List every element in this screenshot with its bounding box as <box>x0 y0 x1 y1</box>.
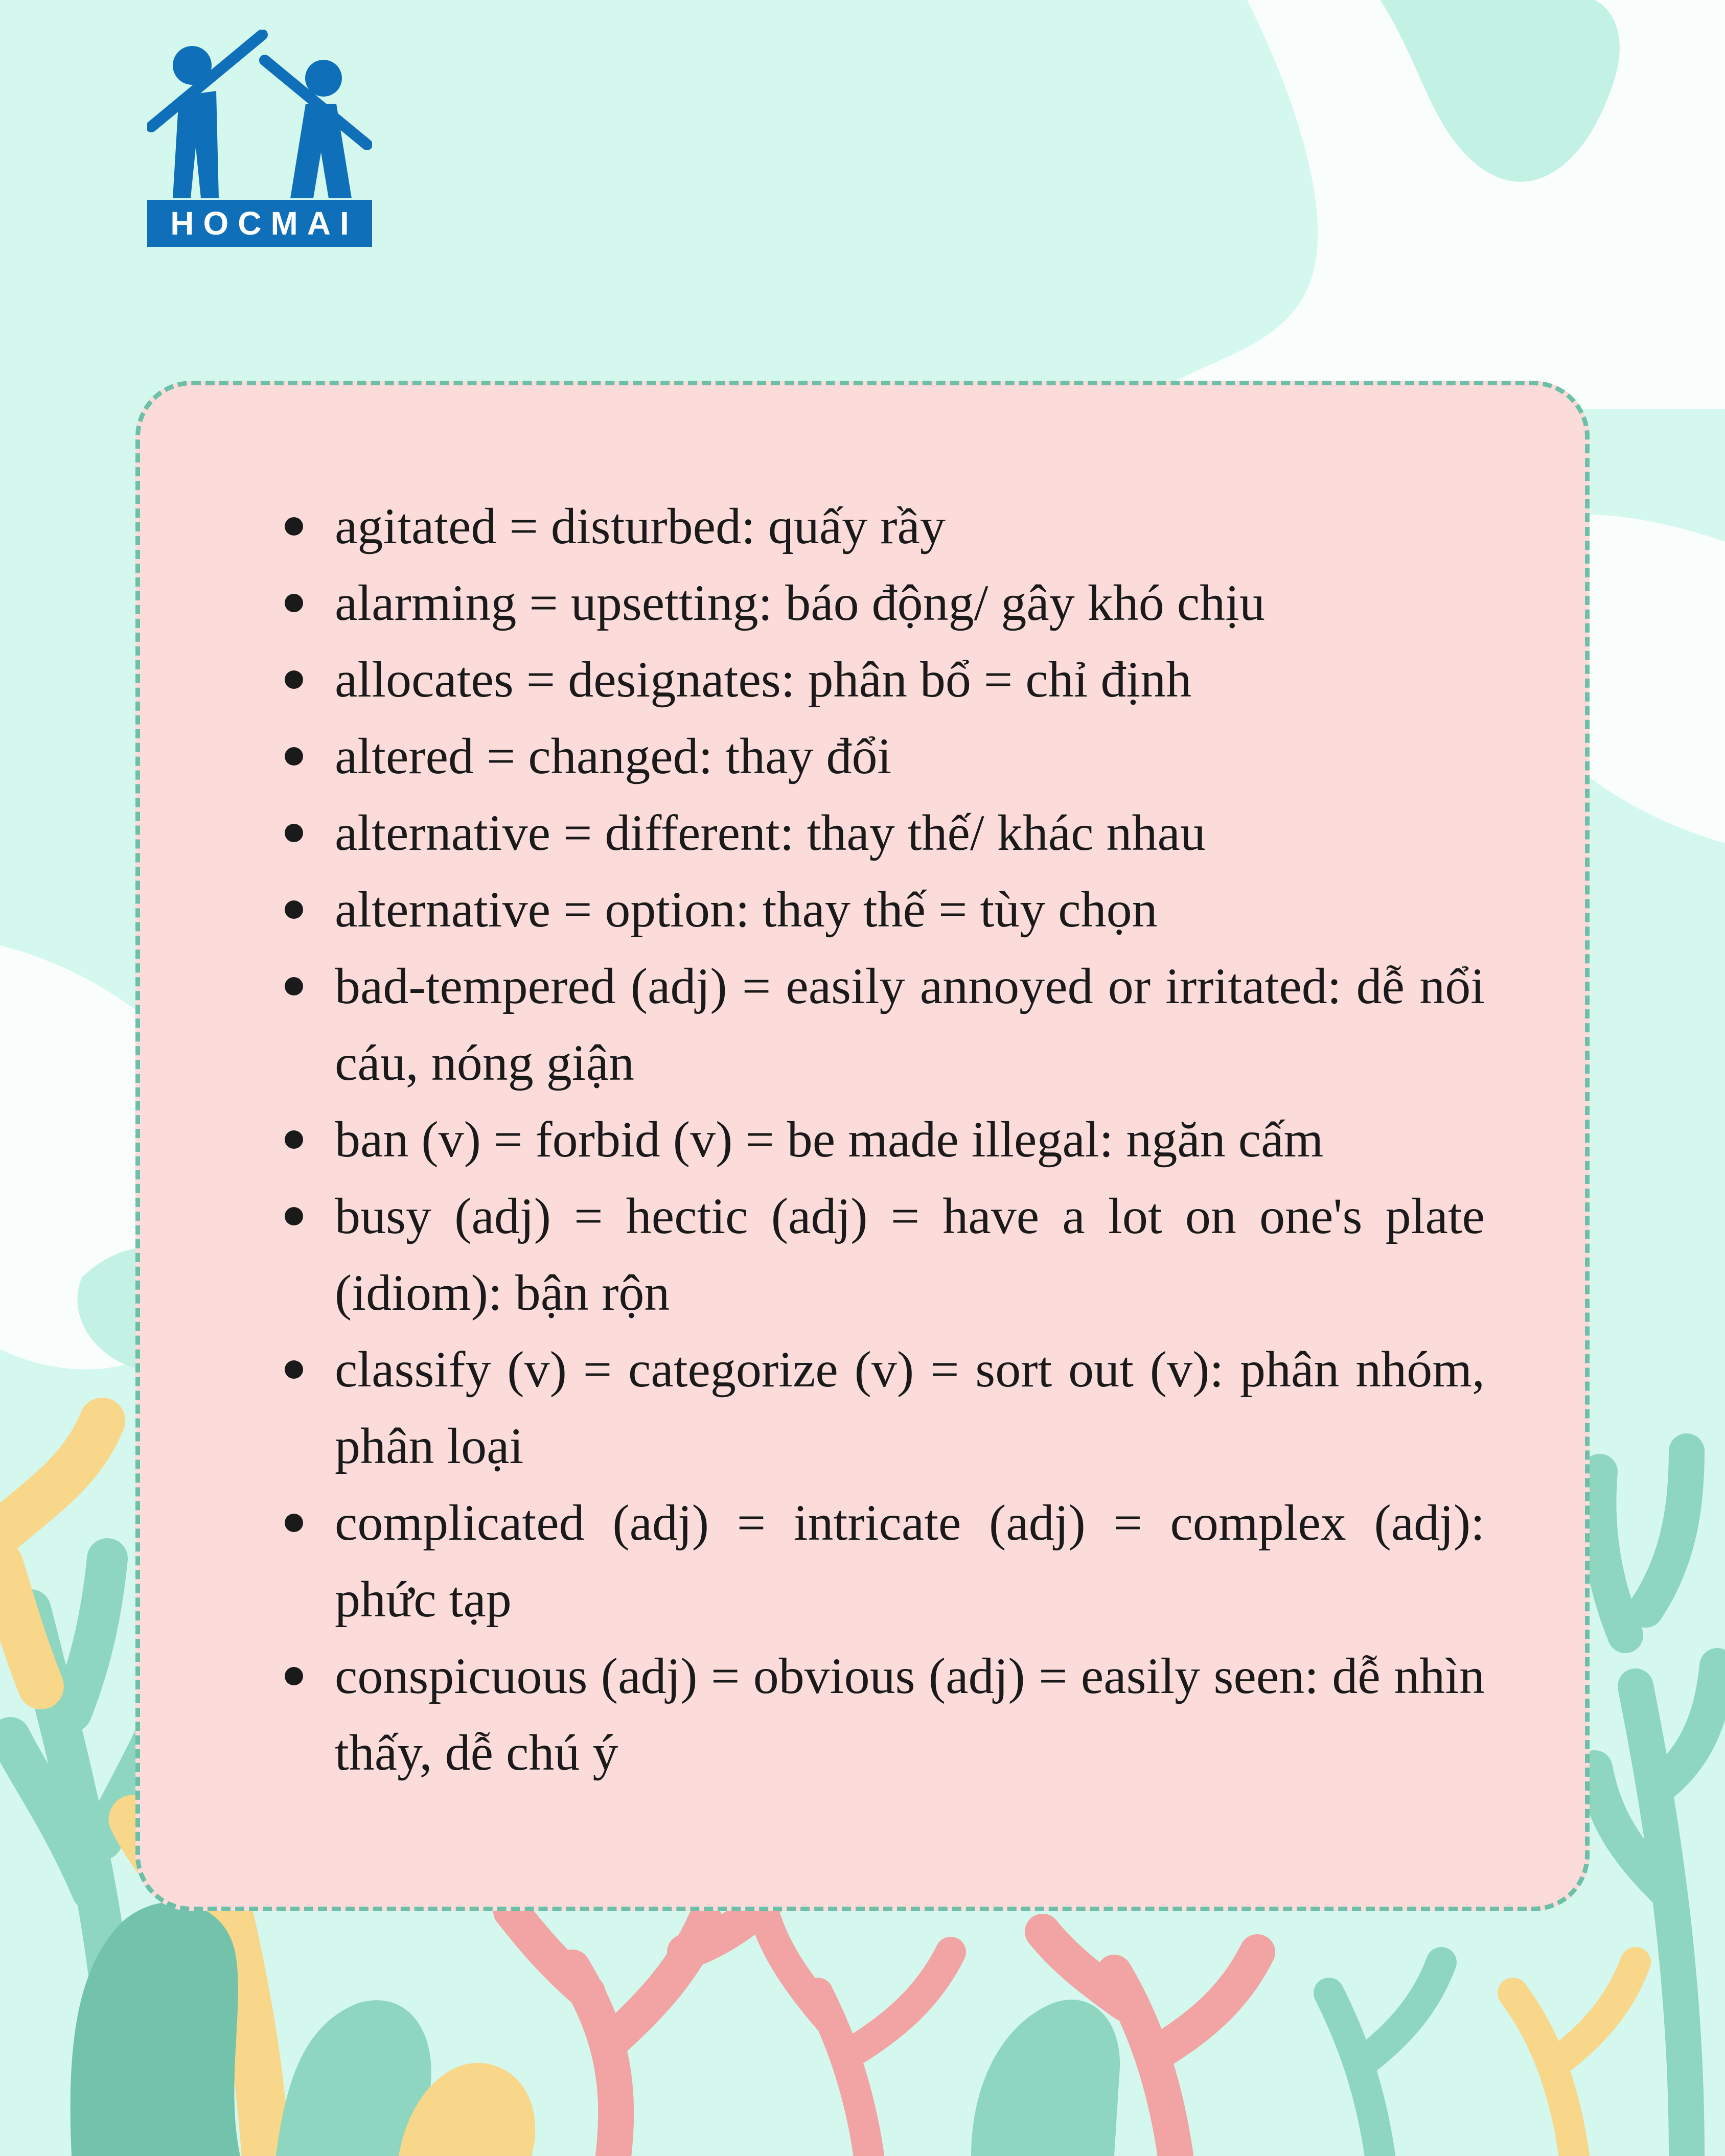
bullet-icon <box>285 594 303 612</box>
vocab-entry: complicated (adj) = intricate (adj) = complex (adj): phức tạp <box>335 1494 1485 1628</box>
bullet-icon <box>285 670 303 689</box>
list-item <box>199 1101 1485 1178</box>
vocab-entry: ban (v) = forbid (v) = be made illegal: ngăn cấm <box>335 1111 1324 1168</box>
vocab-entry: altered = changed: thay đổi <box>335 728 892 784</box>
bullet-icon <box>285 900 303 919</box>
list-item <box>199 565 1485 641</box>
vocabulary-list <box>199 488 1485 1791</box>
logo-wordmark: HOCMAI <box>147 200 372 247</box>
list-item <box>199 1638 1485 1791</box>
coral-bottom-pink <box>511 1901 1257 2156</box>
vocab-entry: allocates = designates: phân bổ = chỉ định <box>335 651 1192 708</box>
vocab-entry: agitated = disturbed: quấy rầy <box>335 498 946 554</box>
vocab-entry: bad-tempered (adj) = easily annoyed or irritated: dễ nổi cáu, nóng giận <box>335 958 1485 1091</box>
list-item <box>199 948 1485 1101</box>
bullet-icon <box>285 1667 303 1685</box>
vocab-entry: conspicuous (adj) = obvious (adj) = easily seen: dễ nhìn thấy, dễ chú ý <box>335 1648 1485 1781</box>
two-figures-icon <box>147 30 372 198</box>
bullet-icon <box>285 517 303 536</box>
bullet-icon <box>285 1514 303 1532</box>
hocmai-logo <box>147 30 372 247</box>
list-item <box>199 1331 1485 1485</box>
list-item <box>199 871 1485 948</box>
list-item <box>199 1178 1485 1331</box>
vocab-entry: alarming = upsetting: báo động/ gây khó chịu <box>335 574 1265 631</box>
list-item <box>199 641 1485 718</box>
vocab-entry: alternative = option: thay thế = tùy chọn <box>335 881 1158 938</box>
bullet-icon <box>285 1130 303 1149</box>
list-item <box>199 718 1485 795</box>
list-item <box>199 795 1485 871</box>
bullet-icon <box>285 1207 303 1225</box>
seaweed-bottom-mid <box>971 2000 1120 2156</box>
bullet-icon <box>285 1360 303 1379</box>
list-item <box>199 488 1485 565</box>
vocab-entry: alternative = different: thay thế/ khác nhau <box>335 804 1206 861</box>
list-item <box>199 1485 1485 1638</box>
bullet-icon <box>285 824 303 842</box>
bullet-icon <box>285 977 303 995</box>
vocab-entry: classify (v) = categorize (v) = sort out (v): phân nhóm, phân loại <box>335 1341 1485 1474</box>
vocab-entry: busy (adj) = hectic (adj) = have a lot on one's plate (idiom): bận rộn <box>335 1188 1485 1321</box>
bullet-icon <box>285 747 303 766</box>
